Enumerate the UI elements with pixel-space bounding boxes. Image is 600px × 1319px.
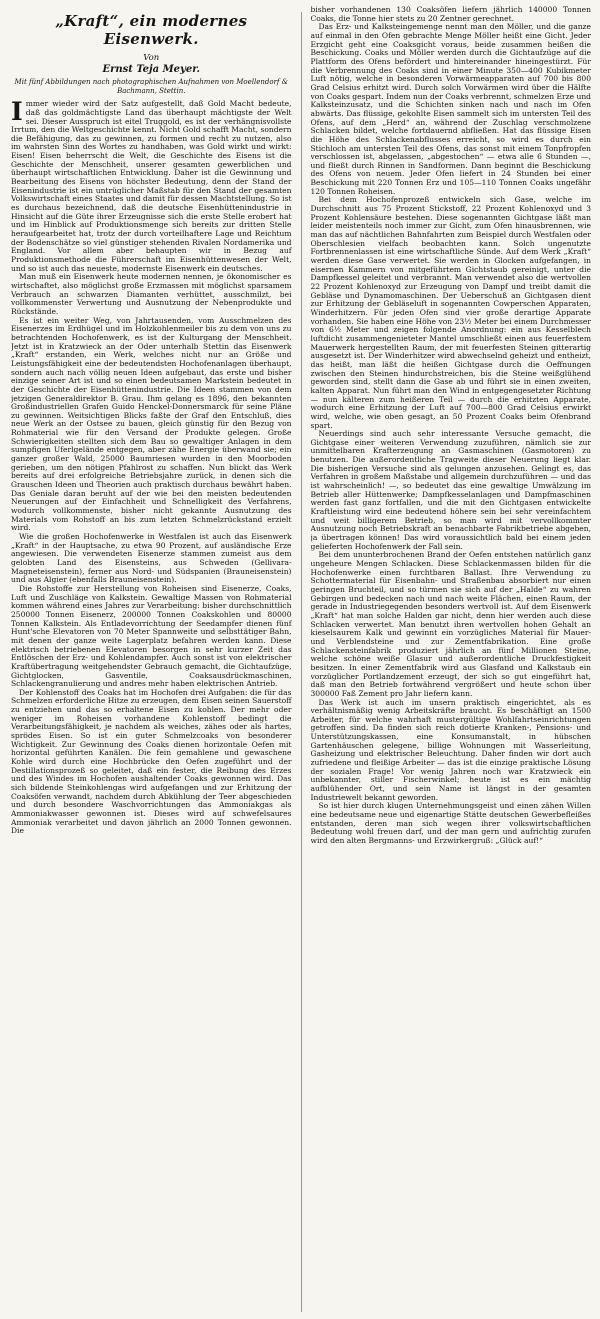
illustration-note: Mit fünf Abbildungen nach photographischen Aufnahmen von Moellendorf & Bachmann, Stettin. <box>14 78 288 95</box>
drop-cap: I <box>11 97 23 127</box>
paragraph <box>11 97 292 273</box>
paragraph: Das Erz- und Kalksteingemenge nennt man den Möller, und die ganze auf einmal in den Ofen gebrachte Menge Möller heißt eine Gicht. Jeder Erzgicht geht eine Coaksgicht voraus, beide zusammen heißen die Beschickung. Coaks und Möller werden durch die Gichtaufzüge auf die Plattform des Ofens befördert und hintereinander hineingestürzt. Für die Verbrennung des Coaks sind in einer Minute 350—400 Kubikmeter Luft nötig, welche in besonderen Vorwärmeapparaten auf 700 bis 800 Grad Celsius erhitzt wird. Durch solch Vorwärmen wird über die Hälfte von Coaks gespart. Indem nun der Coaks verbrennt, schmelzen Erze und Kalksteinzusatz, und die Schichten sinken nach und nach im Ofen abwärts. Das flüssige, gekohlte Eisen sammelt sich im untersten Teil des Ofens, auf dem „Herd“ an, während der Zuschlag verschmolzene Schlacken bildet, welche fortdauernd abfließen. Hat das flüssige Eisen die Höhe des Schlackenabflusses erreicht, so wird es durch ein Stichloch am untersten Teil des Ofens, das sonst mit einem Tonpfropfen verschlossen ist, abgelassen, „abgestochen“ — etwa alle 6 Stunden —, und fließt durch Rinnen in Sandformen. Dann beginnt die Beschickung des Ofens von neuem. Jeder Ofen liefert in 24 Stunden bei einer Beschickung mit 220 Tonnen Erz und 105—110 Tonnen Coaks ungefähr 120 Tonnen Roheisen. <box>310 22 592 196</box>
paragraph: Das Werk ist auch im unsern praktisch eingerichtet, als es verhältnismäßig wenig Arbeitskräfte braucht. Es beschäftigt an 1500 Arbeiter, für welche wahrhaft mustergültige Wohlfahrtseinrichtungen getroffen sind. Da finden sich reich dotierte Kranken-, Pensions- und Unterstützungskassen, eine Konsumanstalt, in hübschen Gartenhäuschen gelegene, billige Wohnungen mit Wasserleitung, Gasheizung und elektrischer Beleuchtung. Daher finden wir dort auch zufriedene und fleißige Arbeiter — das ist die einzige praktische Lösung der sozialen Frage! Vor wenig Jahren noch war Kratzwieck ein unbekannter, stiller Fischerwinkel; heute ist es ein mächtig aufblühender Ort, und sein Name ist längst in der gesamten Industriewelt bekannt geworden. <box>310 697 592 802</box>
paragraph: Man muß ein Eisenwerk heute modernen nennen, je ökonomischer es wirtschaftet, also möglichst große Erzmassen mit möglichst sparsamem Verbrauch an schwarzen Diamanten verhüttet, ausschmilzt, bei vollkommenster Verwertung und Ausnutzung der Nebenprodukte und Rückstände. <box>11 272 292 316</box>
article-author: Ernst Teja Meyer. <box>102 64 201 75</box>
paragraph: Bei dem Hochofenprozeß entwickeln sich Gase, welche im Durchschnitt aus 75 Prozent Stickstoff, 22 Prozent Kohlenoxyd und 3 Prozent Kohlensäure bestehen. Diese sogenannten Gichtgase läßt man leider meistenteils noch immer zur Gicht, zum Ofen hinausbrennen, wie man das auf nächtlichen Bahnfahrten zum Beispiel durch Westfalen oder Oberschlesien vielfach beobachten kann. Solch ungenutzte Fortbrennenlassen ist eine wirtschaftliche Sünde. Auf dem Werk „Kraft“ werden diese Gase verwertet. Sie werden in Glocken aufgefangen, in eisernen Kammern von mitgeführtem Gichtstaub gereinigt, unter die Dampfkessel geleitet und verbrannt. Man verwendet also die wertvollen 22 Prozent Kohlenoxyd zur Erzeugung von Dampf und treibt damit die Gebläse und Dynamomaschinen. Der Ueberschuß an Gichtgasen dient zur Erhitzung der Gebläseluft in sogenannten Cowperschen Apparaten, Winderhitzern. Für jeden Ofen sind vier große derartige Apparate vorhanden. Sie haben eine Höhe von 23½ Meter bei einem Durchmesser von 6½ Meter und zeigen folgende Anordnung: ein aus Kesselblech luftdicht zusammengenieteter Mantel umschließt einen aus feuerfestem Mauerwerk hergestellten Raum, der mit feuerfesten Steinen gitterartig ausgesetzt ist. Der Winderhitzer wird abwechselnd geheizt und entheizt, das heißt, man läßt die heißen Gichtgase durch die Oeffnungen zwischen den Steinen hindurchstreichen, bis die Steine weißglühend geworden sind, stellt dann die Gase ab und führt sie in einen zweiten, kalten Apparat. Nun führt man den Wind in entgegengesetzter Richtung — nun kälteren zum heißeren Teil — durch die erhitzten Apparate, wodurch eine Erhitzung der Luft auf 700—800 Grad Celsius erwirkt wird, welche, wie oben gesagt, an 50 Prozent Coaks beim Ofenbrand spart. <box>310 195 592 430</box>
paragraph: bisher vorhandenen 130 Coaksöfen liefern jährlich 140000 Tonnen Coaks, die Tonne hier stets zu 20 Zentner gerechnet. <box>310 6 592 23</box>
paragraph: Der Kohlenstoff des Coaks hat im Hochofen drei Aufgaben: die für das Schmelzen erforderliche Hitze zu erzeugen, dem Eisen seinen Sauerstoff zu entziehen und das so erhaltene Eisen zu kohlen. Der mehr oder weniger im Roheisen vorhandene Kohlenstoff bedingt die Verarbeitungsfähigkeit, je nachdem als weiches, zähes oder als hartes, sprödes Eisen. So ist ein guter Schmelzcoaks von besonderer Wichtigkeit. Zur Gewinnung des Coaks dienen horizontale Oefen mit horizontal geführten Kanälen. Die fein gemahlene und gewaschene Kohle wird durch eine Hochbrücke den Oefen zugeführt und der Destillationsprozeß so geleitet, daß ein fester, die Reibung des Erzes und des Windes im Hochofen aushaltender Coaks gewonnen wird. Das sich bildende Steinkohlengas wird aufgefangen und zur Erhitzung der Coaksöfen verwandt, nachdem durch Abkühlung der Teer abgeschieden und durch besondere Waschvorrichtungen das Ammoniakgas als Ammoniakwasser gewonnen ist. Dieses wird auf schwefelsaures Ammoniak verarbeitet und davon jährlich an 2000 Tonnen gewonnen. Die <box>11 687 292 836</box>
article-column-left <box>11 6 292 1319</box>
article-column-right <box>311 6 592 1319</box>
paragraph-text: mmer wieder wird der Satz aufgestellt, daß Gold Macht bedeute, daß das goldmächtigste Land das überhaupt mächtigste der Welt sei. Dieser Ausspruch ist eitel Truggold, es ist der verhängnisvollste Irrtum, den die Weltgeschichte kennt. Nicht Gold schafft Macht, sondern die Befähigung, das zu gewinnen, zu formen und recht zu nutzen, also im wahrsten Sinn des Wortes zu handhaben, was Gold wirkt und wirkt: Eisen! Eisen beherrscht die Welt, die Geschichte des Eisens ist die Geschichte der Menschheit, unserer gesamten gewerblichen und überhaupt wirtschaftlichen Entwicklung. Daher ist die Gewinnung und Bearbeitung des Eisens von höchster Bedeutung, denn der Stand der Eisenindustrie ist ein untrüglicher Maßstab für den Stand der gesamten Volkswirtschaft eines Staates und damit für dessen Machtstellung. So ist es durchaus bezeichnend, daß die deutsche Eisenhüttenindustrie in Hinsicht auf die Güte ihrer Erzeugnisse sich die erste Stelle erobert hat und im Hinblick auf Produktionsmenge sich bereits zur dritten Stelle heraufgearbeitet hat, trotz der durch vorteilhaftere Lage und Reichtum der Bodenschätze so viel günstiger stehenden Rivalen Nordamerika und England. Vor allem aber behaupten wir in Bezug auf Produktionsmethode die Führerschaft im Eisenhüttenwesen der Welt, und so ist auch das neueste, modernste Eisenwerk ein deutsches. <box>11 99 292 273</box>
byline-von: Von <box>143 53 160 63</box>
paragraph: Die Rohstoffe zur Herstellung von Roheisen sind Eisenerze, Coaks, Luft und Zuschläge von Kalkstein. Gewaltige Massen von Rohmaterial kommen während eines Jahres zur Verarbeitung: bisher durchschnittlich 250000 Tonnen Eisenerz, 200000 Tonnen Coakskohlen und 80000 Tonnen Kalkstein. Als Entladevorrichtung der Seedampfer dienen fünf Hunt'sche Elevatoren von 70 Meter Spannweite und selbsttätiger Bahn, mit denen der ganze weite Lagerplatz befahren werden kann. Diese elektrisch betriebenen Elevatoren besorgen in sehr kurzer Zeit das Entlöschen der Erz- und Kohlendampfer. Auch sonst ist von elektrischer Kraftübertragung weitgehendster Gebrauch gemacht, die Gichtaufzüge, Gichtglocken, Gasventile, Coaksausdrückmaschinen, Schlackengranulierung und andres mehr haben elektrischen Antrieb. <box>11 583 292 689</box>
paragraph: Bei dem ununterbrochenen Brand der Oefen entstehen natürlich ganz ungeheure Mengen Schlacken. Diese Schlackenmassen bilden für die Hochofenwerke einen furchtbaren Ballast. Ihre Verwendung zu Schottermaterial für Eisenbahn- und Straßenbau absorbiert nur einen geringen Bruchteil, und so türmen sie sich auf der „Halde“ zu wahren Gebirgen und bedecken nach und nach weite Flächen, einen Raum, der gerade in Industriegegenden besonders wertvoll ist. Auf dem Eisenwerk „Kraft“ hat man solche Halden gar nicht, denn hier werden auch diese Schlacken verwertet. Man benutzt ihren wertvollen hohen Gehalt an kieselsaurem Kalk und gewinnt ein vorzügliches Material für Mauer- und Verblendsteine und zur Zementfabrikation. Eine große Schlackensteinfabrik produziert jährlich an fünf Millionen Steine, welche schöne weiße Glasur und außerordentliche Druckfestigkeit besitzen. In einer Zementfabrik wird aus Glasfand und Kalkstaub ein vorzüglicher Portlandzement erzeugt, der sich so gut eingeführt hat, daß man den Betrieb fortwährend vergrößert und heute schon über 300000 Faß Zement pro Jahr liefern kann. <box>310 550 592 698</box>
paragraph: Es ist ein weiter Weg, von Jahrtausenden, vom Ausschmelzen des Eisenerzes im Erdhügel und im Holzkohlenmeiler bis zu dem von uns zu betrachtenden Hochofenwerk, es ist der Kulturgang der Menschheit. Jetzt ist in Kratzwieck an der Oder unterhalb Stettin das Eisenwerk „Kraft“ erstanden, ein Werk, welches nicht nur an Größe und Leistungsfähigkeit eine der bedeutendsten Hochofenanlagen überhaupt, sondern auch nach völlig neuen Ideen aufgebaut, das erste und bisher einzige seiner Art ist und so einen bedeutsamen Markstein bedeutet in der Geschichte der Eisenhüttenindustrie. Die Ideen stammen von dem jetzigen Generaldirektor B. Grau. Ihm gelang es 1896, den bekannten Großindustriellen Grafen Guido Henckel-Donnersmarck für seine Pläne zu gewinnen. Weitsichtigen Blicks faßte der Graf den Entschluß, dies neue Werk an der Ostsee zu bauen, gleich günstig für den Bezug von Rohmaterial wie für den Versand der Produkte gelegen. Große Schwierigkeiten stellten sich dem Bau so gewaltiger Anlagen in dem sumpfigen Uferlgelände entgegen, aber zähe Energie überwand sie; ein ganzer großer Wald, 25000 Baumriesen wurden in den Moorboden gerieben, um den nötigen Pfahlrost zu schaffen. Nun blickt das Werk bereits auf drei erfolgreiche Betriebsjahre zurück, in denen sich die Grauschen Ideen und Theorien auch praktisch durchaus bewährt haben. Das Geniale daran beruht auf der wie bei den meisten bedeutenden Neuerungen auf der Einfachheit und Schnelligkeit des Verfahrens, wodurch vollkommenste, bisher nicht gekannte Ausnutzung des Materials vom Rohstoff an bis zum letzten Schmelzrückstand erzielt wird. <box>11 315 292 533</box>
article-title: „Kraft“, ein modernes Eisenwerk. <box>55 12 248 48</box>
paragraph: Wie die großen Hochofenwerke in Westfalen ist auch das Eisenwerk „Kraft“ in der Hauptsache, zu etwa 90 Prozent, auf ausländische Erze angewiesen. Die verwendeten Eisenerze stammen zumeist aus dem gelobten Land des Eisensteins, aus Schweden (Gellivara-Magneteisenstein), ferner aus Nord- und Südspanien (Brauneisenstein) und aus Algier (ebenfalls Brauneisenstein). <box>11 532 292 585</box>
column-divider <box>301 12 302 1312</box>
paragraph: So ist hier durch klugen Unternehmungsgeist und einen zähen Willen eine bedeutsame neue und eigenartige Stätte deutschen Gewerbefleißes entstanden, deren man sich wegen ihrer volkswirtschaftlichen Bedeutung wohl freuen darf, und der man gern und aufrichtig zurufen wird den alten Bergmanns- und Erzwirkergruß: „Glück auf!“ <box>310 801 592 845</box>
paragraph: Neuerdings sind auch sehr interessante Versuche gemacht, die Gichtgase einer weiteren Verwendung zuzuführen, nämlich sie zur unmittelbaren Krafterzeugung an Gasmaschinen (Gasmotoren) zu benutzen. Die außerordentliche Tragweite dieser Neuerung liegt klar. Die bisherigen Versuche sind als gelungen anzusehen. Gelingt es, das Verfahren in großem Maßstabe und allgemein durchzuführen — und das ist wahrscheinlich! —, so bedeutet das eine gewaltige Umwälzung im Betrieb aller Hüttenwerke; Dampfkesselanlagen und Dampfmaschinen werden fast ganz fortfallen, und die mit den Gichtgasen entwickelte Kraftleistung wird eine bedeutend höhere sein bei sehr vereinfachtem und weit billigerem Betrieb, so man wird mit vervollkommter Ausnutzung noch Betriebskraft an benachbarte Fabrikbetriebe abgeben, ja übertragen können! Das wird voraussichtlich bald bei einem jeden gelieferten Hochofenwerk der Fall sein. <box>310 429 592 551</box>
